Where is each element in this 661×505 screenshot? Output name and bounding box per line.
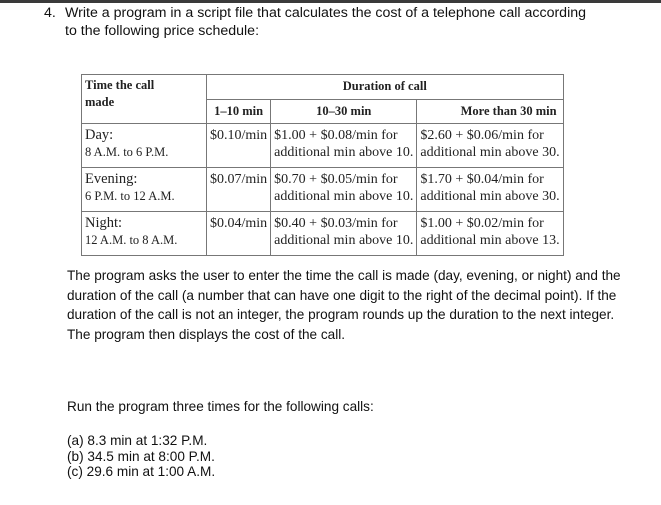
call-label: (b) (67, 448, 84, 464)
table-row-evening (82, 168, 564, 212)
header-time-line-1: Time the call (85, 78, 155, 92)
header-time-line-2: made (85, 95, 115, 109)
table-row-night (82, 212, 564, 256)
call-text: 34.5 min at 8:00 P.M. (83, 448, 215, 464)
rate-long-line-2: additional min above 30. (420, 189, 560, 204)
rate-mid-line-1: $1.00 + $0.08/min for (274, 128, 398, 143)
list-item (67, 464, 215, 480)
problem-statement (44, 4, 644, 40)
rate-long-evening (417, 168, 563, 212)
rate-mid-night (271, 212, 417, 256)
rate-mid-line-1: $0.70 + $0.05/min for (274, 172, 398, 187)
calls-list (67, 433, 215, 480)
period-cell-evening (82, 168, 207, 212)
program-description-paragraph: The program asks the user to enter the time the call is made (day, evening, or night) and the duration of the call (a number that can have one digit to the right of the decimal point). If the duration of the call is not an integer, the program rounds up the duration to the next integer. The program then displays the cost of the call. (67, 268, 621, 342)
call-label: (a) (67, 433, 84, 448)
period-hours: 12 A.M. to 8 A.M. (85, 233, 178, 247)
list-item (67, 433, 215, 449)
subheader-1-10-min: 1–10 min (207, 99, 271, 124)
call-label: (c) (67, 464, 83, 479)
rate-mid-line-2: additional min above 10. (274, 189, 414, 204)
top-border-line (0, 0, 661, 3)
period-cell-day (82, 124, 207, 168)
rate-mid-evening (271, 168, 417, 212)
subheader-more-than-30-min: More than 30 min (417, 99, 563, 124)
rate-long-day (417, 124, 563, 168)
rate-mid-line-2: additional min above 10. (274, 145, 414, 160)
subheader-10-30-min: 10–30 min (271, 99, 417, 124)
table-row-day (82, 124, 564, 168)
call-text: 29.6 min at 1:00 A.M. (82, 464, 216, 479)
call-text: 8.3 min at 1:32 P.M. (83, 433, 208, 448)
rate-long-night (417, 212, 563, 256)
table-header-row (82, 75, 564, 100)
period-hours: 8 A.M. to 6 P.M. (85, 145, 169, 159)
problem-line-1 (44, 4, 644, 22)
period-hours: 6 P.M. to 12 A.M. (85, 189, 175, 203)
rate-long-line-1: $2.60 + $0.06/min for (420, 128, 544, 143)
period-name: Evening: (85, 171, 138, 187)
rate-long-line-2: additional min above 13. (420, 233, 560, 248)
problem-number: 4. (44, 5, 56, 21)
list-item (67, 449, 215, 465)
rate-long-line-1: $1.00 + $0.02/min for (420, 216, 544, 231)
price-schedule-table (81, 74, 564, 256)
rate-mid-day (271, 124, 417, 168)
rate-short-evening: $0.07/min (207, 168, 271, 212)
header-duration-of-call: Duration of call (207, 75, 564, 100)
period-name: Night: (85, 215, 123, 231)
problem-text-line-1: Write a program in a script file that calculates the cost of a telephone call according (65, 5, 587, 21)
rate-long-line-1: $1.70 + $0.04/min for (420, 172, 544, 187)
run-instructions-paragraph: Run the program three times for the following calls: (67, 399, 374, 414)
period-cell-night (82, 212, 207, 256)
header-time-call-made (82, 75, 207, 124)
rate-mid-line-1: $0.40 + $0.03/min for (274, 216, 398, 231)
period-name: Day: (85, 127, 114, 143)
rate-short-day: $0.10/min (207, 124, 271, 168)
rate-short-night: $0.04/min (207, 212, 271, 256)
rate-long-line-2: additional min above 30. (420, 145, 560, 160)
rate-mid-line-2: additional min above 10. (274, 233, 414, 248)
problem-text-line-2: to the following price schedule: (65, 23, 260, 39)
